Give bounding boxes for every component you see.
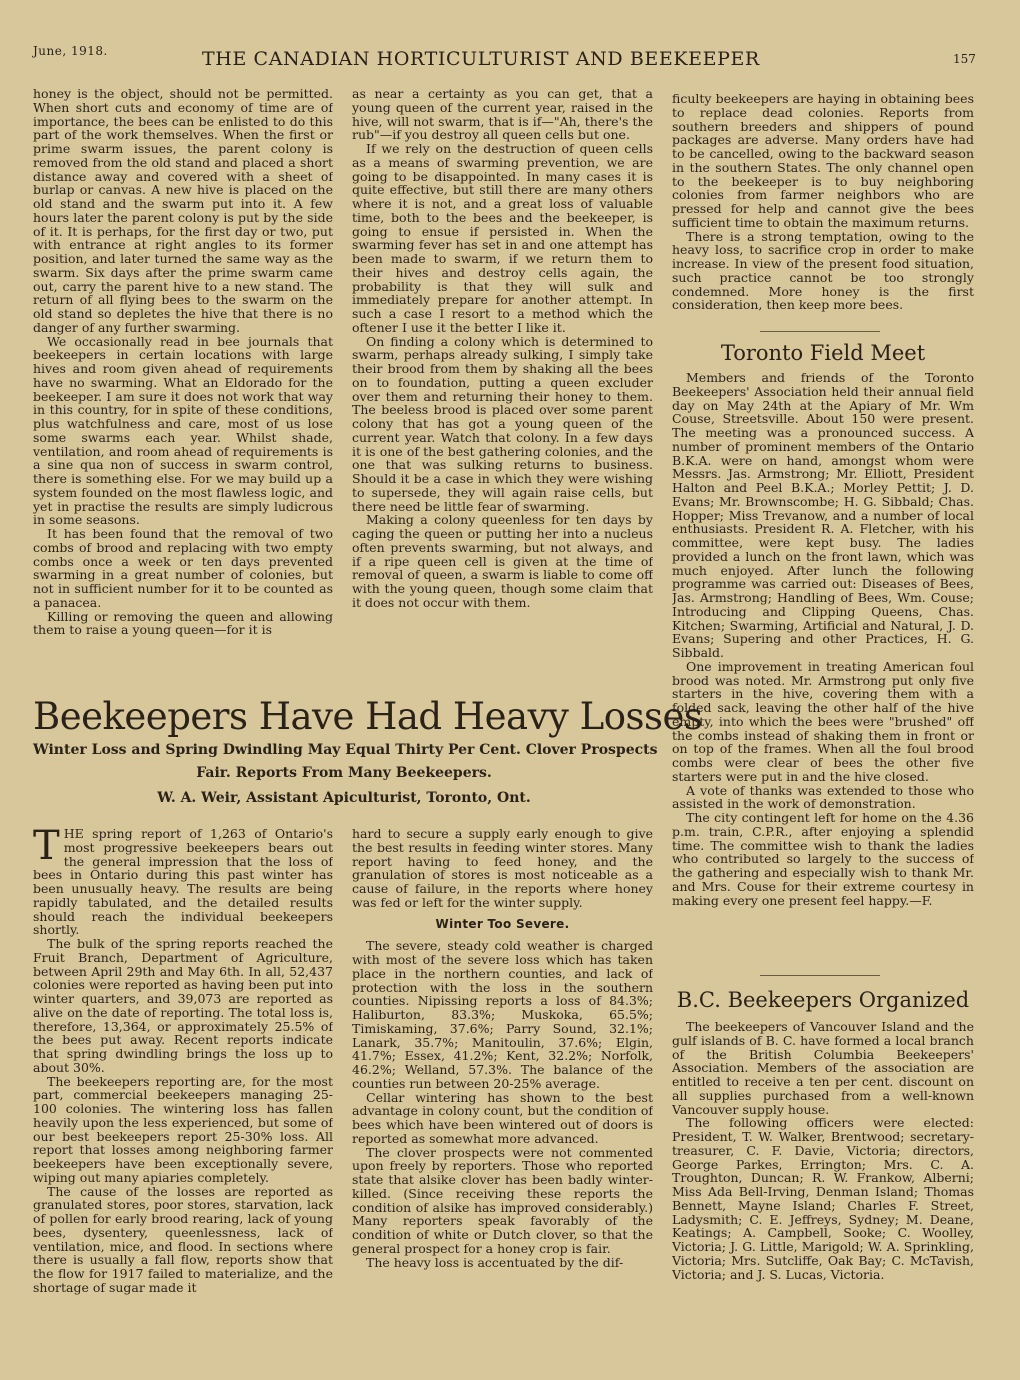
article-column-1	[33, 827, 333, 1307]
drop-cap: T	[33, 827, 60, 869]
paragraph: A vote of thanks was extended to those who assisted in the work of demonstration.	[672, 782, 974, 812]
toronto-section-body	[672, 371, 974, 971]
page-number: 157	[953, 52, 976, 66]
paragraph: The bulk of the spring reports reached the Fruit Branch, Department of Agriculture, between April 29th and May 6th. In all, 52,437 colonies were reported as having been put into winter quarters, and 39,073 are reported as alive on the date of reporting. The total loss is, therefore, 13,364, or approximately 25.5% of the bees put away. Recent reports indicate that spring dwindling brings the loss up to about 30%.	[33, 936, 333, 1075]
continued-article-column-1	[33, 87, 333, 672]
paragraph: The beekeepers of Vancouver Island and the gulf islands of B. C. have formed a local branch of the British Columbia Beekeepers' Association. Members of the association are entitled to receive a ten per cent. discount on all supplies purchased from a well-known Vancouver supply house.	[672, 1020, 974, 1117]
section-divider	[760, 975, 880, 976]
paragraph: On finding a colony which is determined to swarm, perhaps already sulking, I simply take their brood from them by shaking all the bees on to foundation, putting a queen excluder over them and returning their honey to them. The beeless brood is placed over some parent colony that has got a young queen of the current year. Watch that colony. In a few days it is one of the best gathering colonies, and the one that was sulking returns to business. Should it be a case in which they were wishing to supersede, they will again raise cells, but there need be little fear of swarming.	[352, 333, 653, 514]
article-subheading: Winter Too Severe.	[435, 916, 570, 931]
bc-section-body	[672, 1020, 974, 1310]
paragraph: The following officers were elected: President, T. W. Walker, Brentwood; secretary-treasurer, C. F. Davie, Victoria; directors, George Parkes, Errington; Mrs. C. A. Troughton, Duncan; R. W. Frankow, Alberni; Miss Ada Bell-Irving, Denman Island; Thomas Bennett, Mayne Island; Charles F. Street, Ladysmith; C. E. Jeffreys, Sydney; M. Deane, Keatings; A. Campbell, Sooke; C. Woolley, Victoria; J. G. Little, Marigold; W. A. Sprinkling, Victoria; Mrs. Sutcliffe, Oak Bay; C. McTavish, Victoria; and J. S. Lucas, Victoria.	[672, 1115, 974, 1282]
bc-section-title: B.C. Beekeepers Organized	[676, 988, 970, 1012]
paragraph: The beekeepers reporting are, for the most part, commercial beekeepers managing 25-100 colonies. The wintering loss has fallen heavily upon the less experienced, but some of our best beekeepers report 25-30% loss. All report that losses among neighboring farmer beekeepers have been exceptionally severe, wiping out many apiaries completely.	[33, 1073, 333, 1185]
article-subtitle-line-1: Winter Loss and Spring Dwindling May Equal Thirty Per Cent. Clover Prospects	[33, 742, 658, 758]
paragraph: ficulty beekeepers are haying in obtaining bees to replace dead colonies. Reports from southern breeders and shippers of pound packages are adverse. Many orders have had to be cancelled, owing to the backward season in the southern States. The only channel open to the beekeeper is to buy neighboring colonies from farmer neighbors who are pressed for help and cannot give the bees sufficient time to obtain the maximum returns.	[672, 92, 974, 230]
paragraph: honey is the object, should not be permitted. When short cuts and economy of time are of importance, the bees can be enlisted to do this part of the work themselves. When the first or prime swarm issues, the parent colony is removed from the old stand and placed a short distance away and covered with a sheet of burlap or canvas. A new hive is placed on the old stand and the swarm put into it. A few hours later the parent colony is put by the side of it. It is perhaps, for the first day or two, put with entrance at right angles to its former position, and later turned the same way as the swarm. Six days after the prime swarm came out, carry the parent hive to a new stand. The return of all flying bees to the swarm on the old stand so depletes the hive that there is no danger of any further swarming.	[33, 87, 333, 335]
lead-paragraph-text: HE spring report of 1,263 of Ontario's most progressive beekeepers bears out the general impression that the loss of bees in Ontario during this past winter has been unusually heavy. The results are being rapidly tabulated, and the detailed results should reach the individual beekeepers shortly.	[33, 827, 333, 938]
paragraph: If we rely on the destruction of queen cells as a means of swarming prevention, we are going to be disappointed. In many cases it is quite effective, but still there are many others where it is not, and a great loss of valuable time, both to the bees and the beekeeper, is going to ensue if persisted in. When the swarming fever has set in and one attempt has been made to swarm, if we return them to their hives and destroy cells again, the probability is that they will sulk and immediately prepare for another attempt. In such a case I resort to a method which the oftener I use it the better I like it.	[352, 141, 653, 335]
paragraph: The city contingent left for home on the 4.36 p.m. train, C.P.R., after enjoying a splendid time. The committee wish to thank the ladies who contributed so largely to the success of the gathering and especially wish to thank Mr. and Mrs. Couse for their extreme courtesy in making every one present feel happy.—F.	[672, 810, 974, 908]
continued-article-column-2	[352, 87, 653, 672]
paragraph: as near a certainty as you can get, that a young queen of the current year, raised in the hive, will not swarm, that is if—"Ah, there's the rub"—if you destroy all queen cells but one.	[352, 87, 653, 143]
article-column-2	[352, 827, 653, 1307]
paragraph: The heavy loss is accentuated by the dif-	[366, 1254, 624, 1270]
article-subtitle-line-2: Fair. Reports From Many Beekeepers.	[196, 765, 492, 781]
paragraph: hard to secure a supply early enough to give the best results in feeding winter stores. Many report having to feed honey, and the granulation of stores is most noticeable as a cause of failure, in the reports where honey was fed or left for the winter supply.	[352, 827, 653, 910]
paragraph: We occasionally read in bee journals that beekeepers in certain locations with large hives and room given ahead of requirements have no swarming. What an Eldorado for the beekeeper. I am sure it does not work that way in this country, for in spite of these conditions, plus watchfulness and care, most of us lose some swarms each year. Whilst shade, ventilation, and room ahead of requirements is a sine qua non of success in swarm control, there is something else. For we may build up a system founded on the most flawless logic, and yet in practise the results are simply ludicrous in some seasons.	[33, 333, 333, 528]
paragraph: It has been found that the removal of two combs of brood and replacing with two empty combs once a week or ten days prevented swarming in a great number of colonies, but not in sufficient number for it to be counted as a panacea.	[33, 526, 333, 610]
paragraph: The clover prospects were not commented upon freely by reporters. Those who reported state that alsike clover has been badly winter-killed. (Since receiving these reports the condition of alsike has improved considerably.) Many reporters speak favorably of the condition of white or Dutch clover, so that the general prospect for a honey crop is fair.	[352, 1144, 653, 1256]
paragraph: Cellar wintering has shown to the best advantage in colony count, but the condition of bees which have been wintered out of doors is reported as somewhat more advanced.	[352, 1089, 653, 1146]
paragraph: Making a colony queenless for ten days by caging the queen or putting her into a nucleus often prevents swarming, but not always, and if a ripe queen cell is given at the time of removal of queen, a swarm is liable to come off with the young queen, though some claim that it does not occur with them.	[352, 512, 653, 610]
paragraph: There is a strong temptation, owing to the heavy loss, to sacrifice crop in order to make increase. In view of the present food situation, such practice cannot be too strongly condemned. More honey is the first consideration, then keep more bees.	[672, 228, 974, 313]
article-headline: Beekeepers Have Had Heavy Losses	[33, 695, 703, 738]
lead-paragraph	[33, 827, 333, 937]
paragraph: The cause of the losses are reported as granulated stores, poor stores, starvation, lack of pollen for early brood rearing, lack of young bees, dysentery, queenlessness, lack of ventilation, mice, and flood. In sections where there is usually a fall flow, reports show that the flow for 1917 failed to materialize, and the shortage of sugar made it	[33, 1183, 333, 1295]
paragraph: Members and friends of the Toronto Beekeepers' Association held their annual field day on May 24th at the Apiary of Mr. Wm Couse, Streetsville. About 150 were present. The meeting was a pronounced success. A number of prominent members of the Ontario B.K.A. were on hand, amongst whom were Messrs. Jas. Armstrong; Mr. Elliott, President Halton and Peel B.K.A.; Morley Pettit; J. D. Evans; Mr. Brownscombe; H. G. Sibbald; Chas. Hopper; Miss Trevanow, and a number of local enthusiasts. President R. A. Fletcher, with his committee, were kept busy. The ladies provided a lunch on the front lawn, which was much enjoyed. After lunch the following programme was carried out: Diseases of Bees, Jas. Armstrong; Handling of Bees, Wm. Couse; Introducing and Clipping Queens, Chas. Kitchen; Swarming, Artificial and Natural, J. D. Evans; Supering and other Practices, H. G. Sibbald.	[672, 371, 974, 660]
section-divider	[760, 331, 880, 332]
continued-article-column-3	[672, 92, 974, 330]
paragraph: The severe, steady cold weather is charged with most of the severe loss which has taken place in the northern counties, and lack of protection with the loss in the southern counties. Nipissing reports a loss of 84.3%; Haliburton, 83.3%; Muskoka, 65.5%; Timiskaming, 37.6%; Parry Sound, 32.1%; Lanark, 35.7%; Manitoulin, 37.6%; Elgin, 41.7%; Essex, 41.2%; Kent, 32.2%; Norfolk, 46.2%; Welland, 57.3%. The balance of the counties run between 20-25% average.	[352, 938, 653, 1091]
paragraph: Killing or removing the queen and allowing them to raise a young queen—for it is	[33, 608, 333, 638]
toronto-section-title: Toronto Field Meet	[720, 341, 926, 365]
publication-title: THE CANADIAN HORTICULTURIST AND BEEKEEPER	[202, 48, 760, 70]
paragraph: One improvement in treating American foul brood was noted. Mr. Armstrong put only five starters in the hive, covering them with a folded sack, leaving the other half of the hive empty, into which the bees were "brushed" off the combs instead of shaking them in front or on top of the frames. When all the foul brood combs were clear of bees the other five starters were put in and the hive closed.	[672, 658, 974, 784]
article-byline: W. A. Weir, Assistant Apiculturist, Toronto, Ont.	[157, 790, 531, 806]
issue-date: June, 1918.	[33, 44, 108, 58]
